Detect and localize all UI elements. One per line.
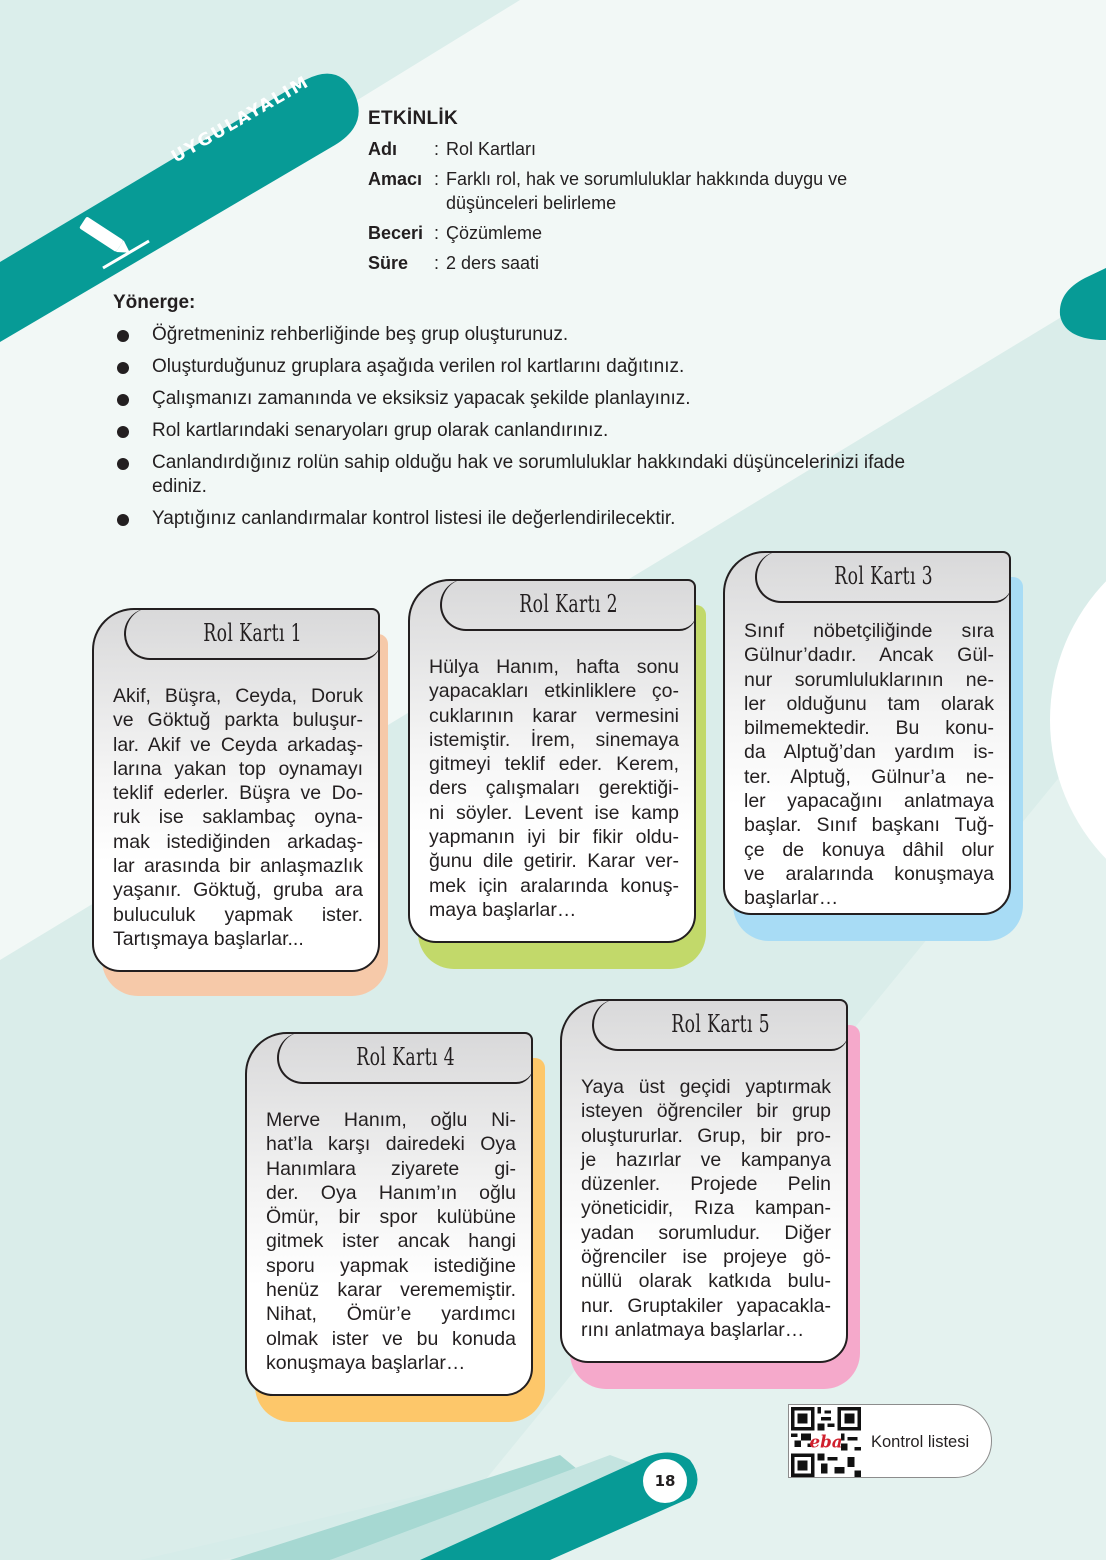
bullet-icon <box>117 394 129 406</box>
card-text: Yaya üst geçidi yaptırmak isteyen öğrenciler bir grup oluştururlar. Grup, bir pro- je hazırlar ve kampanya düzenler. Projede Pelin yöneticidir, Rıza kampan- yadan sorumludur. Diğer öğrenciler ise projeye gö- nüllü olarak katkıda bulu- nur. Gruptakiler yapacakla- rını anlatmaya başlarlar… <box>581 1076 831 1341</box>
card-body <box>408 579 696 943</box>
bullet-icon <box>117 426 129 438</box>
info-colon: : <box>434 253 440 273</box>
info-key: Adı <box>368 139 397 159</box>
info-value: 2 ders saati <box>446 253 540 273</box>
list-item: Öğretmeniniz rehberliğinde beş grup oluşturunuz. <box>113 323 1013 347</box>
card-text: Merve Hanım, oğlu Ni- hat’la karşı dairedeki Oya Hanımlara ziyarete gi- der. Oya Hanım’ın oğlu Ömür, bir spor kulübüne gitmek ister ancak hangi sporu yapmak istediğine henüz karar verememiştir. Nihat, Ömür’e yardımcı olmak ister ve bu konuda konuşmaya başlarlar… <box>266 1109 516 1374</box>
card-title-pill <box>755 551 1011 603</box>
card-title: Rol Kartı 4 <box>356 1043 456 1071</box>
directions-title: Yönerge: <box>113 292 196 313</box>
bullet-icon <box>117 362 129 374</box>
qr-label[interactable]: Kontrol listesi <box>871 1433 970 1451</box>
card-text: Akif, Büşra, Ceyda, Doruk ve Göktuğ parkta buluşur- lar. Akif ve Ceyda arkadaş- larına yakan top oynamayı teklif ederler. Büşra ve Do- ruk ise saklambaç oyna- mak istediğinden arkadaş- lar arasında bir anlaşmazlık yaşanır. Göktuğ, gruba ara buluculuk yapmak ister. Tartışmaya başlarlar... <box>113 685 363 950</box>
activity-title: ETKİNLİK <box>368 108 459 129</box>
info-colon: : <box>434 223 440 243</box>
list-item: Yaptığınız canlandırmalar kontrol listesi ile değerlendirilecektir. <box>113 507 1013 531</box>
info-row-purpose-cont <box>368 191 916 215</box>
bullet-icon <box>117 330 129 342</box>
directions-list <box>113 323 1013 531</box>
info-colon: : <box>434 139 440 159</box>
list-item: Canlandırdığınız rolün sahip olduğu hak ve sorumluluklar hakkındaki düşüncelerinizi ifade <box>113 451 1013 475</box>
card-title-pill <box>277 1032 533 1084</box>
info-row-skill <box>368 221 916 245</box>
card-body <box>92 608 380 972</box>
bullet-icon <box>117 514 129 526</box>
list-item: Oluşturduğunuz gruplara aşağıda verilen rol kartlarını dağıtınız. <box>113 355 1013 379</box>
qr-control-list-link[interactable] <box>788 1404 992 1478</box>
info-value: düşünceleri belirleme <box>446 193 617 213</box>
info-row-purpose <box>368 167 916 191</box>
info-key: Süre <box>368 253 409 273</box>
card-title: Rol Kartı 3 <box>834 562 934 590</box>
eba-logo: eba <box>809 1431 843 1452</box>
qr-code-icon[interactable] <box>791 1407 861 1477</box>
info-value: Çözümleme <box>446 223 543 243</box>
banner-label: UYGULAYALIM <box>168 71 314 168</box>
info-key: Amacı <box>368 169 423 189</box>
info-row-name <box>368 137 916 161</box>
card-body <box>723 551 1011 915</box>
card-title: Rol Kartı 2 <box>519 590 619 618</box>
card-title: Rol Kartı 5 <box>671 1010 771 1038</box>
card-body <box>245 1032 533 1396</box>
info-value: Farklı rol, hak ve sorumluluklar hakkında duygu ve <box>446 169 848 189</box>
list-item-cont: ediniz. <box>152 476 207 497</box>
card-text: Sınıf nöbetçiliğinde sıra Gülnur’dadır. Ancak Gül- nur sorumluluklarının ne- ler olduğunu tam olarak bilmemektedir. Bu konu- da Alptuğ’dan yardım is- ter. Alptuğ, Gülnur’a ne- ler yapacağını anlatmaya başlar. Sınıf başkanı Tuğ- çe de konuya dâhil olur ve aralarında konuşmaya başlarlar… <box>744 620 994 910</box>
card-title-pill <box>124 608 380 660</box>
card-body <box>560 999 848 1363</box>
card-title-pill <box>440 579 696 631</box>
info-value: Rol Kartları <box>446 139 537 159</box>
card-title-pill <box>592 999 848 1051</box>
card-text: Hülya Hanım, hafta sonu yapacakları etkinliklere ço- cuklarının karar vermesini istemiştir. İrem, sinemaya gitmeyi teklif eder. Kerem, ders çalışmaları gerektiği- ni söyler. Levent ise kamp yapmanın iyi bir fikir oldu- ğunu dile getirir. Karar ver- mek için aralarında konuş- maya başlarlar… <box>429 656 679 921</box>
directions <box>113 292 1013 539</box>
bullet-icon <box>117 458 129 470</box>
info-key: Beceri <box>368 223 424 243</box>
list-item: Rol kartlarındaki senaryoları grup olarak canlandırınız. <box>113 419 1013 443</box>
info-row-duration <box>368 251 916 275</box>
card-title: Rol Kartı 1 <box>203 619 303 647</box>
page-number: 18 <box>643 1459 687 1503</box>
activity-info <box>368 108 916 281</box>
info-colon: : <box>434 169 440 189</box>
list-item: Çalışmanızı zamanında ve eksiksiz yapacak şekilde planlayınız. <box>113 387 1013 411</box>
